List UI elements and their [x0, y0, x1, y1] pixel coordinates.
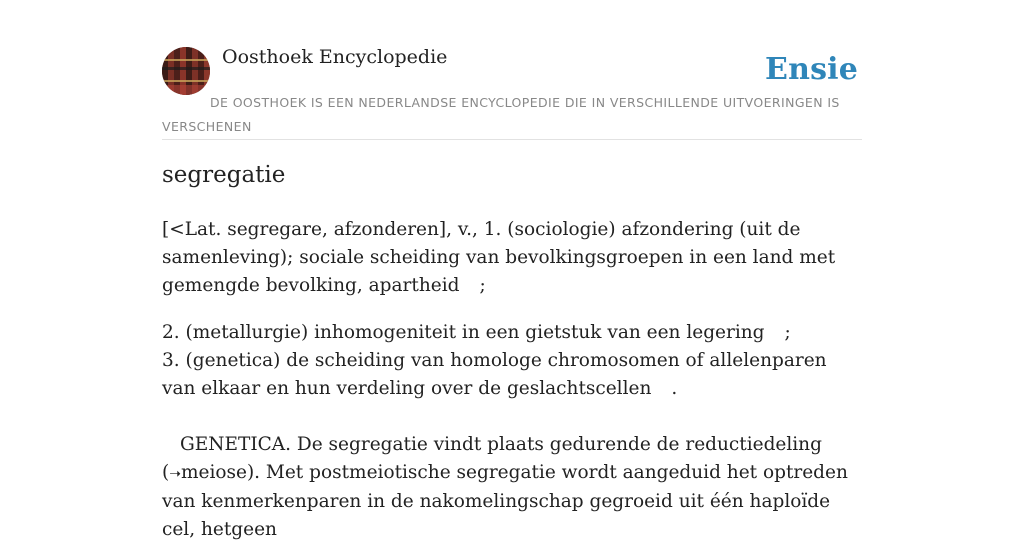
site-tagline: DE OOSTHOEK IS EEN NEDERLANDSE ENCYCLOPEDIE DIE IN VERSCHILLENDE UITVOERINGEN IS VERSCHENEN	[162, 95, 840, 134]
definition-text-3: 3. (genetica) de scheiding van homologe chromosomen of allelenparen van elkaar en hun verdeling over de geslachtscellen	[162, 350, 827, 399]
genetics-paragraph	[162, 431, 862, 544]
genetics-text-start: GENETICA. De segregatie vindt plaats gedurende de reductiedeling (	[162, 434, 822, 483]
definition-paragraph-1	[162, 216, 862, 300]
site-name[interactable]: Oosthoek Encyclopedie	[222, 46, 448, 68]
book-spines-icon	[162, 47, 210, 95]
meiose-link[interactable]: meiose). Met postmeiotische segregatie wordt aangeduid het optreden van kenmerkenparen in de nakomelingschap gegroeid uit één haploïde cel, hetgeen	[162, 462, 848, 540]
page-title: segregatie	[162, 162, 286, 188]
definition-end-2: ;	[784, 322, 791, 343]
article-body	[162, 216, 862, 544]
header-divider	[162, 139, 862, 140]
definition-paragraph-2	[162, 319, 862, 403]
definition-end-1: ;	[479, 275, 486, 296]
avatar[interactable]	[162, 47, 210, 95]
definition-text-1: [<Lat. segregare, afzonderen], v., 1. (sociologie) afzondering (uit de samenleving); sociale scheiding van bevolkingsgroepen in een land met gemengde bevolking, apartheid	[162, 219, 836, 296]
definition-text-2: 2. (metallurgie) inhomogeniteit in een gietstuk van een legering	[162, 322, 765, 343]
brand-logo[interactable]: Ensie	[765, 52, 859, 87]
definition-end-3: .	[671, 378, 678, 399]
arrow-icon: ➝	[169, 466, 181, 482]
